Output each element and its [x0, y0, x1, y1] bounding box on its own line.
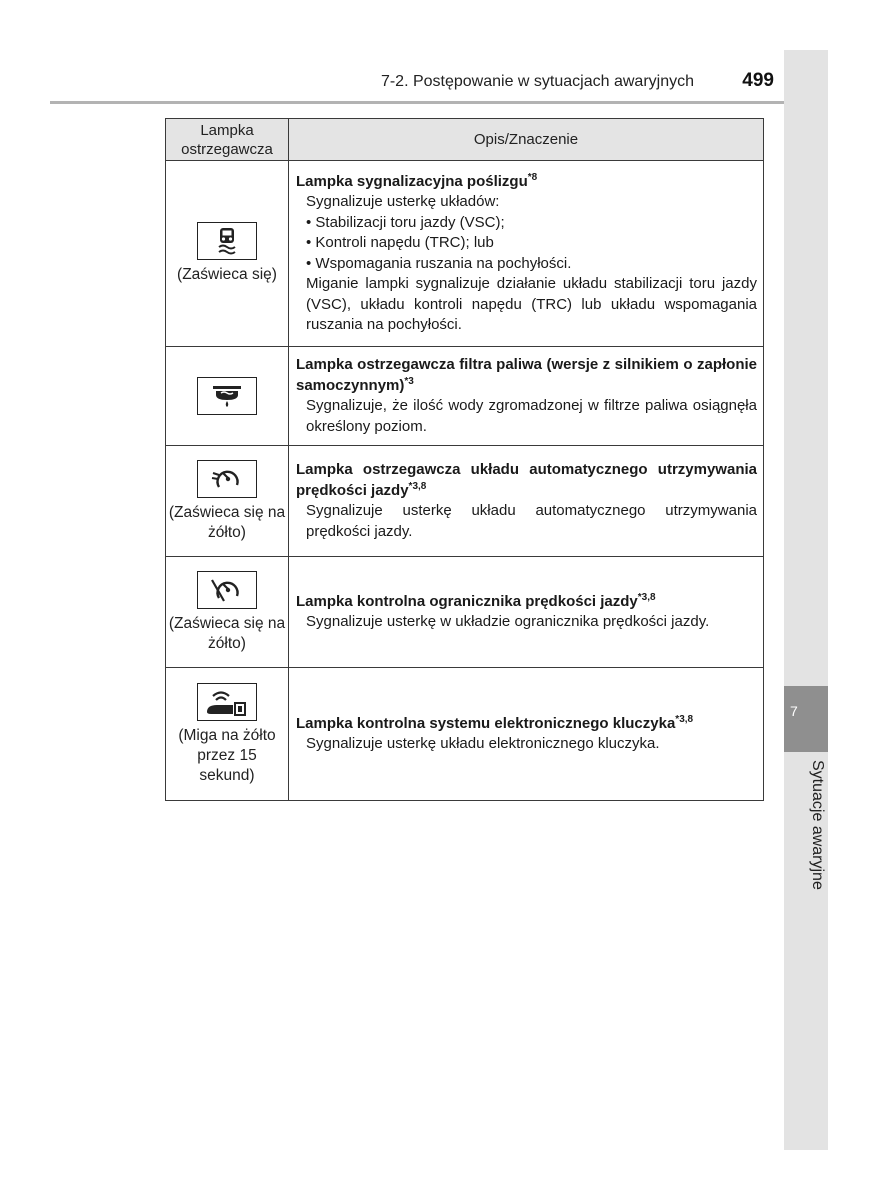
lamp-cell: [166, 446, 289, 557]
description-cell: [289, 161, 764, 347]
lamp-title-text: Lampka sygnalizacyjna poślizgu: [296, 172, 528, 190]
description-text: Sygnalizuje usterkę układu elektronicznego kluczyka.: [306, 735, 660, 752]
footnote-ref: *3,8: [408, 480, 427, 492]
lamp-cell: [166, 347, 289, 446]
description-bullet: • Stabilizacji toru jazdy (VSC);: [306, 213, 505, 231]
chapter-side-tab: [784, 50, 828, 1150]
description-bullet: • Wspomagania ruszania na pochyłości.: [306, 254, 572, 272]
description-text: Sygnalizuje usterkę układu automatycznego utrzymywania prędkości jazdy.: [306, 502, 757, 540]
smart-key-icon: [197, 683, 257, 721]
lamp-title: [296, 172, 757, 193]
description-bullet: • Kontroli napędu (TRC); lub: [306, 234, 494, 251]
lamp-title: [296, 460, 757, 501]
description-text: Sygnalizuje usterkę w układzie ogranicznika prędkości jazdy.: [306, 613, 710, 630]
cruise-control-warning-icon: [197, 460, 257, 498]
lamp-note: (Zaświeca się): [177, 266, 277, 283]
warning-lamp-table: [165, 118, 764, 801]
column-header-lamp: Lampka ostrzegawcza: [166, 119, 289, 161]
table-row: [166, 446, 764, 557]
lamp-cell: [166, 557, 289, 668]
lamp-note: (Zaświeca się na żółto): [168, 503, 286, 541]
footnote-ref: *8: [527, 171, 538, 183]
footnote-ref: *3,8: [637, 591, 656, 603]
description-cell: [289, 668, 764, 801]
table-header-row: [166, 119, 764, 161]
lamp-cell: [166, 161, 289, 347]
skid-indicator-icon: [197, 222, 257, 260]
footnote-ref: *3,8: [675, 713, 694, 725]
lamp-title-text: Lampka ostrzegawcza filtra paliwa (wersje z silnikiem o zapłonie samoczynnym): [296, 356, 757, 394]
lamp-cell: [166, 668, 289, 801]
chapter-number: 7: [790, 703, 798, 719]
page-number: 499: [742, 70, 774, 91]
description-text: Miganie lampki sygnalizuje działanie układu stabilizacji toru jazdy (VSC), układu kontroli napędu (TRC) lub układu wspomagania ruszania na pochyłości.: [306, 275, 757, 333]
description-intro: Sygnalizuje usterkę układów:: [306, 193, 500, 210]
lamp-title: [296, 714, 757, 735]
section-title: 7-2. Postępowanie w sytuacjach awaryjnych: [380, 73, 694, 90]
column-header-description: Opis/Znaczenie: [289, 119, 764, 161]
chapter-marker: [784, 686, 828, 752]
lamp-title-text: Lampka ostrzegawcza układu automatycznego utrzymywania prędkości jazdy: [296, 461, 757, 499]
header-divider: [50, 101, 828, 104]
lamp-note: (Miga na żółto przez 15 sekund): [178, 726, 276, 784]
table-row: [166, 557, 764, 668]
fuel-filter-icon: [197, 377, 257, 415]
description-cell: [289, 557, 764, 668]
lamp-note: (Zaświeca się na żółto): [168, 614, 286, 652]
lamp-title: [296, 592, 757, 613]
table-row: [166, 668, 764, 801]
footnote-ref: *3: [404, 375, 414, 387]
chapter-title: Sytuacje awaryjne: [809, 760, 826, 890]
table-row: [166, 161, 764, 347]
description-cell: [289, 446, 764, 557]
lamp-title-text: Lampka kontrolna ogranicznika prędkości jazdy: [296, 592, 638, 610]
description-text: Sygnalizuje, że ilość wody zgromadzonej w filtrze paliwa osiągnęła określony poziom.: [306, 397, 757, 435]
speed-limiter-icon: [197, 571, 257, 609]
description-cell: [289, 347, 764, 446]
lamp-title-text: Lampka kontrolna systemu elektronicznego kluczyka: [296, 714, 676, 732]
lamp-title: [296, 355, 757, 396]
table-row: [166, 347, 764, 446]
